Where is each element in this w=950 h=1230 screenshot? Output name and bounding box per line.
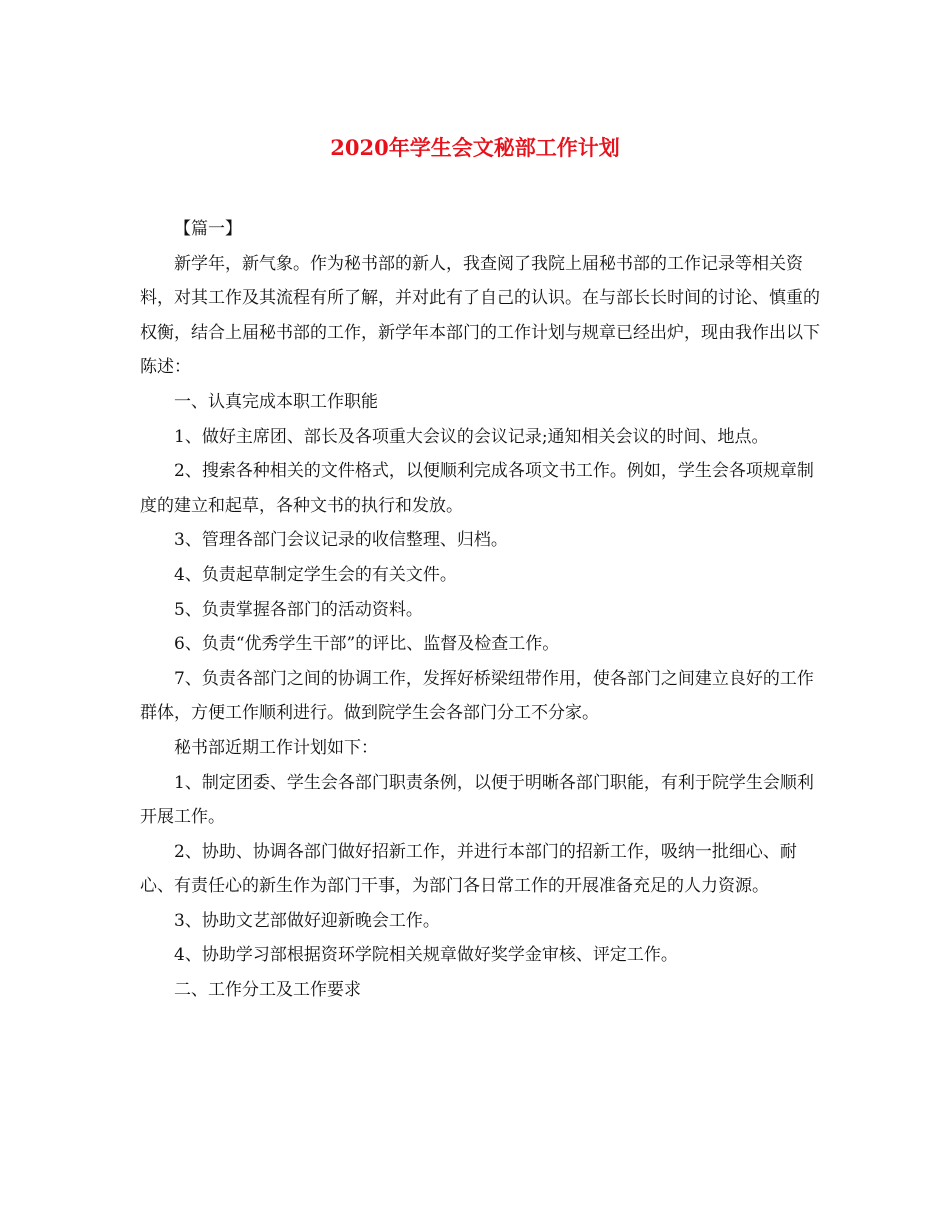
duty-item-3: 3、管理各部门会议记录的收信整理、归档。 [174, 530, 508, 551]
duty-item-5: 5、负责掌握各部门的活动资料。 [174, 599, 423, 620]
section-label: 【篇一】 [174, 219, 242, 239]
plan-item-1: 1、制定团委、学生会各部门职责条例，以便于明晰各部门职能，有利于院学生会顺利开展工作。 [140, 772, 814, 828]
duty-item-2: 2、搜索各种相关的文件格式，以便顺利完成各项文书工作。例如，学生会各项规章制度的建立和起草，各种文书的执行和发放。 [140, 461, 814, 516]
duty-item-1: 1、做好主席团、部长及各项重大会议的会议记录;通知相关会议的时间、地点。 [174, 426, 769, 447]
heading-recent-plan: 秘书部近期工作计划如下： [174, 737, 378, 758]
plan-item-2: 2、协助、协调各部门做好招新工作，并进行本部门的招新工作，吸纳一批细心、耐心、有责任心的新生作为部门干事，为部门各日常工作的开展准备充足的人力资源。 [140, 841, 797, 897]
document-body [140, 212, 830, 1008]
heading-division-of-work: 二、工作分工及工作要求 [174, 980, 361, 1001]
intro-paragraph: 新学年，新气象。作为秘书部的新人，我查阅了我院上届秘书部的工作记录等相关资料，对其工作及其流程有所了解，并对此有了自己的认识。在与部长长时间的讨论、慎重的权衡，结合上届秘书部的工作，新学年本部门的工作计划与规章已经出炉，现由我作出以下陈述： [140, 253, 820, 378]
document-title: 2020年学生会文秘部工作计划 [330, 135, 620, 160]
heading-duties: 一、认真完成本职工作职能 [174, 391, 378, 412]
duty-item-6: 6、负责“优秀学生干部”的评比、监督及检查工作。 [174, 634, 560, 655]
duty-item-7: 7、负责各部门之间的协调工作，发挥好桥梁纽带作用，使各部门之间建立良好的工作群体，方便工作顺利进行。做到院学生会各部门分工不分家。 [140, 668, 814, 724]
duty-item-4: 4、负责起草制定学生会的有关文件。 [174, 564, 457, 585]
plan-item-4: 4、协助学习部根据资环学院相关规章做好奖学金审核、评定工作。 [174, 945, 678, 966]
plan-item-3: 3、协助文艺部做好迎新晚会工作。 [174, 910, 440, 931]
